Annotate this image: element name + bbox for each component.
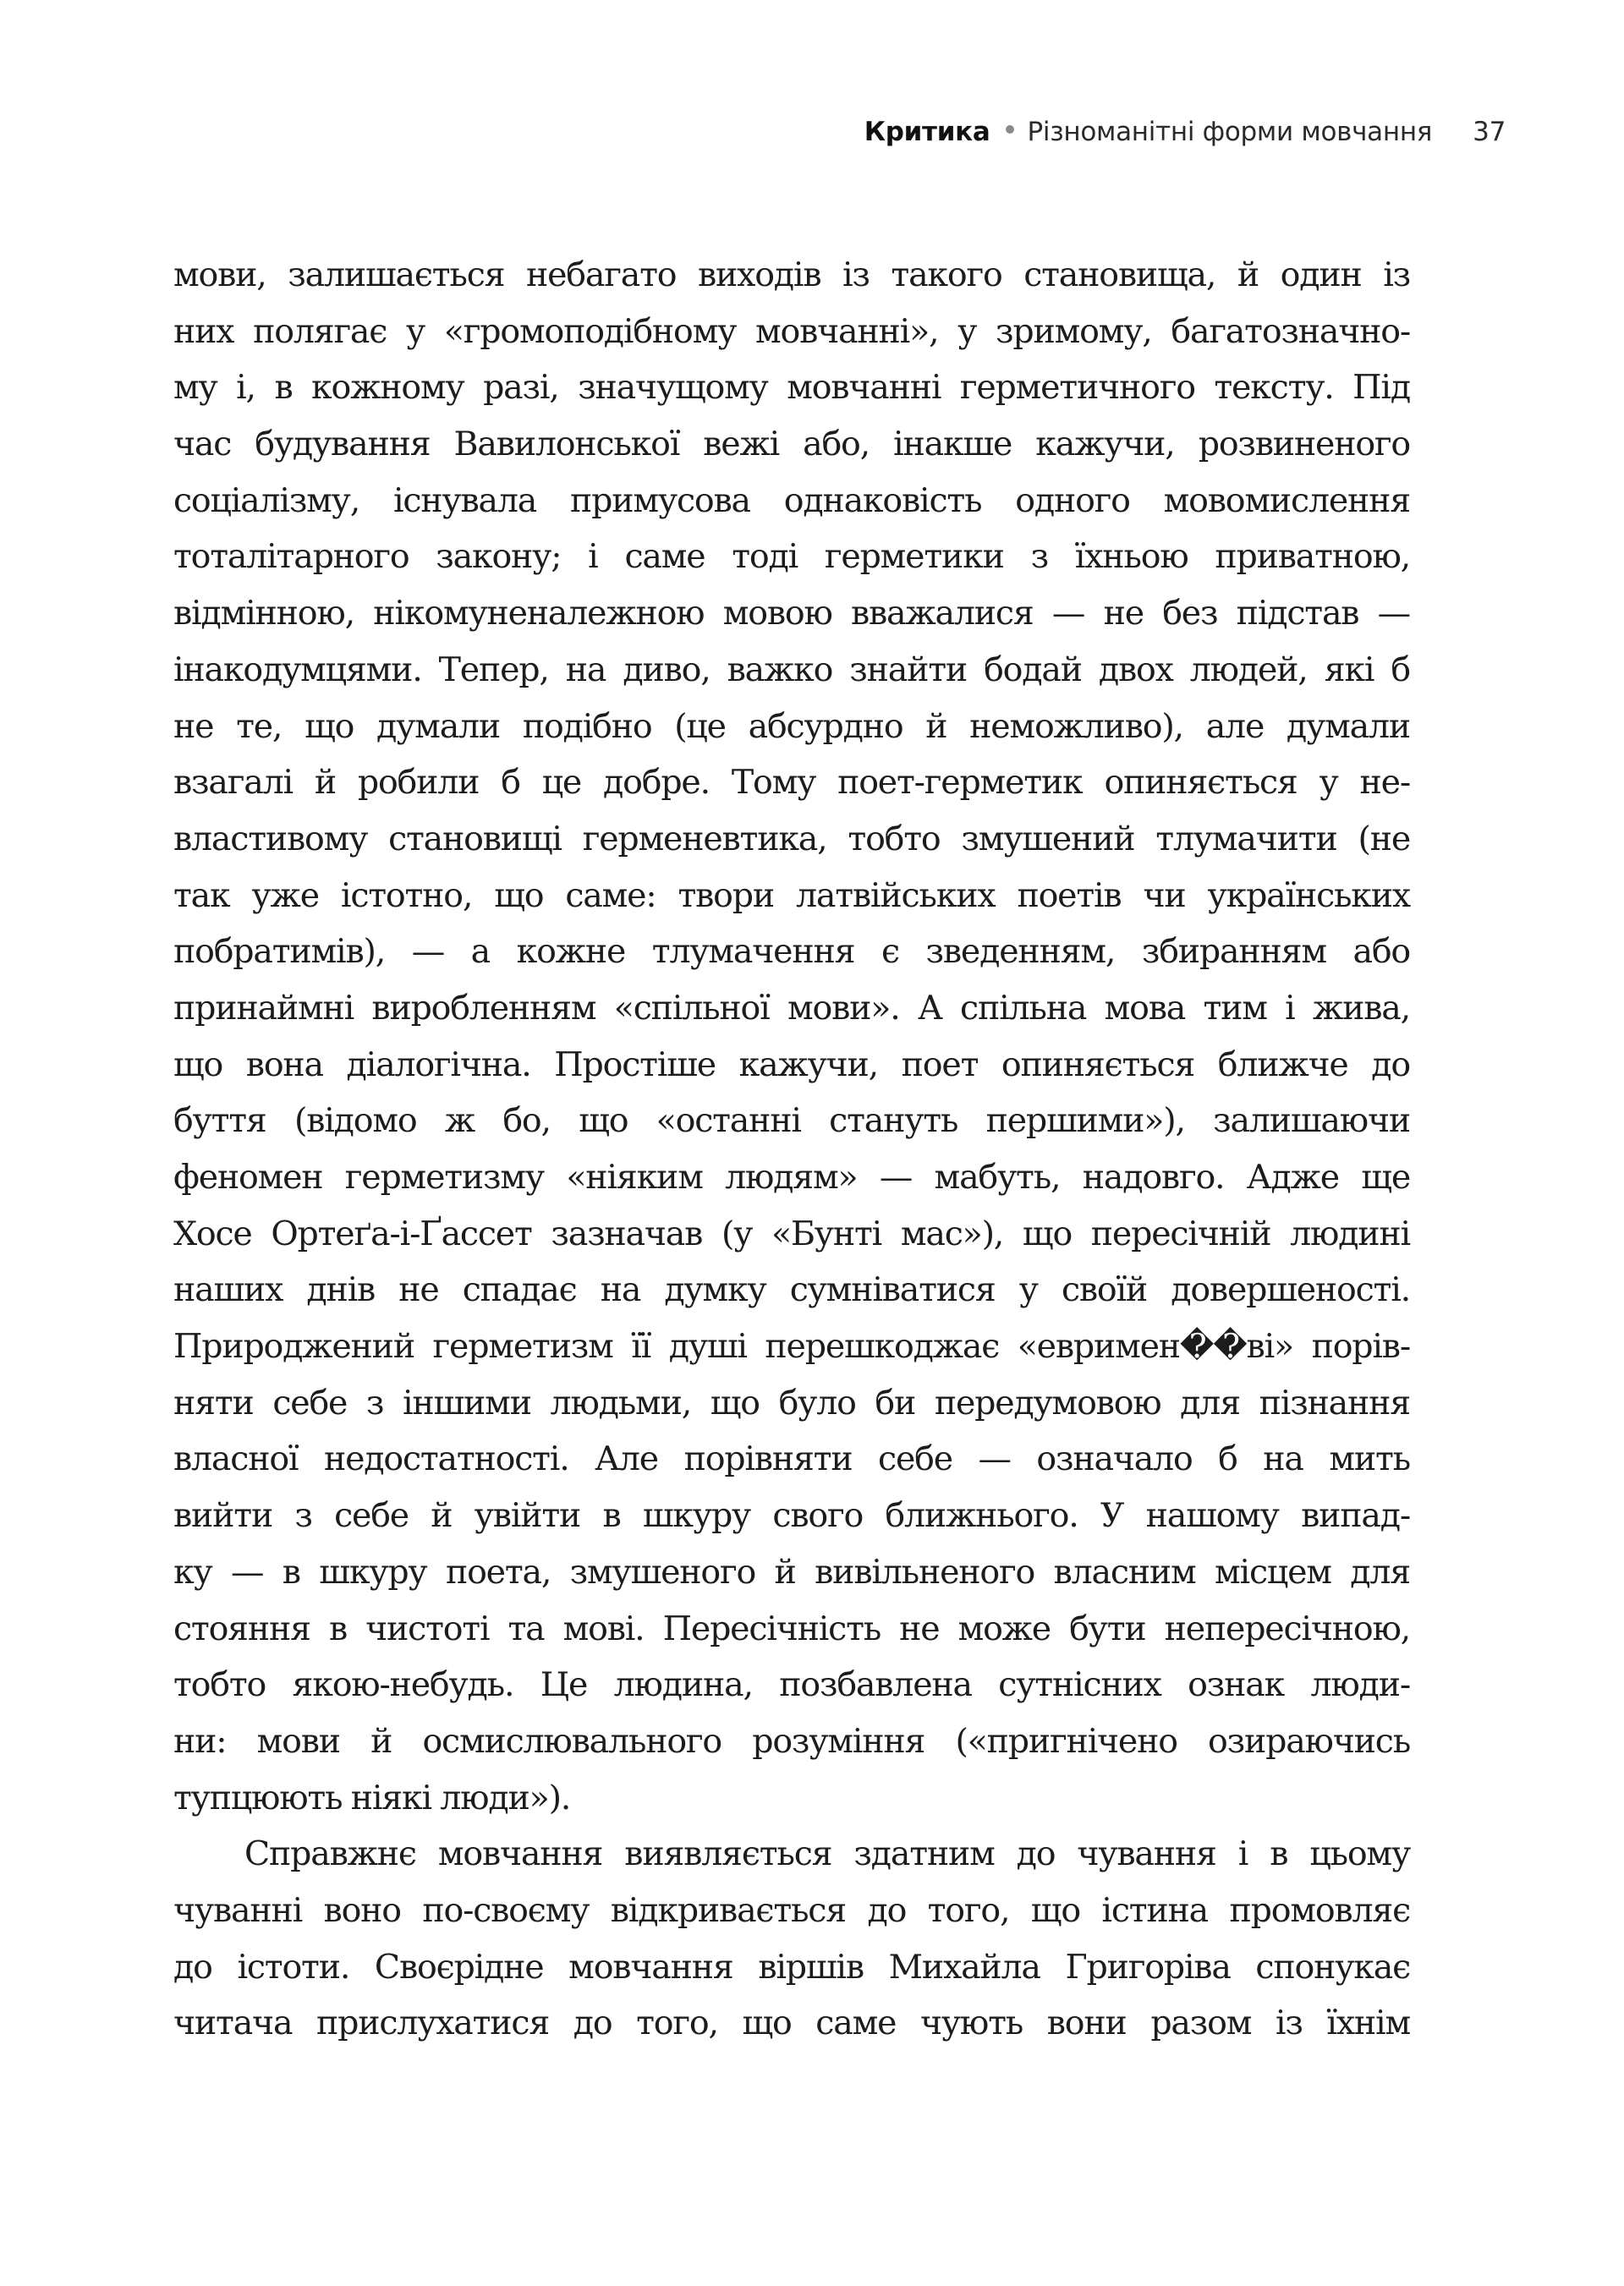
- running-head: [864, 117, 1506, 147]
- text-line: власної недостатності. Але порівняти себе — означало б на мить: [173, 1439, 1410, 1479]
- text-line: вийти з себе й увійти в шкуру свого ближнього. У нашому випад-: [173, 1496, 1410, 1536]
- text-line: стояння в чистоті та мові. Пересічність не може бути непересічною,: [173, 1609, 1410, 1648]
- text-line: тупцюють ніякі люди»).: [173, 1778, 571, 1817]
- text-line: мови, залишається небагато виходів із такого становища, й один із: [173, 255, 1410, 294]
- text-line: тобто якою-небудь. Це людина, позбавлена сутнісних ознак люди-: [173, 1665, 1410, 1705]
- text-line: що вона діалогічна. Простіше кажучи, поет опиняється ближче до: [173, 1044, 1410, 1084]
- text-line: час будування Вавилонської вежі або, інакше кажучи, розвиненого: [173, 425, 1410, 464]
- text-line: Справжнє мовчання виявляється здатним до чування і в цьому: [244, 1834, 1410, 1874]
- text-line: наших днів не спадає на думку сумніватися у своїй довершеності.: [173, 1270, 1410, 1310]
- text-line: соціалізму, існувала примусова однаковість одного мовомислення: [173, 480, 1410, 520]
- text-line: тоталітарного закону; і саме тоді герметики з їхньою приватною,: [173, 537, 1410, 577]
- paragraph: [173, 1826, 1410, 2052]
- text-line: му і, в кожному разі, значущому мовчанні герметичного тексту. Під: [173, 368, 1410, 408]
- text-line: не те, що думали подібно (це абсурдно й неможливо), але думали: [173, 706, 1410, 746]
- chapter-title: Різноманітні форми мовчання: [1027, 117, 1433, 147]
- text-line: до істоти. Своєрідне мовчання віршів Михайла Григоріва спонукає: [173, 1947, 1410, 1987]
- text-line: побратимів), — а кожне тлумачення є зведенням, збиранням або: [173, 932, 1410, 972]
- paragraph: [173, 247, 1410, 1826]
- page-number: 37: [1473, 117, 1506, 147]
- text-line: них полягає у «громоподібному мовчанні», у зримому, багатозначно-: [173, 311, 1410, 351]
- text-line: Природжений герметизм її душі перешкоджає «евримен��ві» порів-: [173, 1327, 1410, 1367]
- text-line: Хосе Ортеґа-і-Ґассет зазначав (у «Бунті мас»), що пересічній людині: [173, 1214, 1410, 1253]
- text-line: ку — в шкуру поета, змушеного й вивільненого власним місцем для: [173, 1552, 1410, 1592]
- text-line: взагалі й робили б це добре. Тому поет-герметик опиняється у не-: [173, 763, 1410, 803]
- text-line: чуванні воно по-своєму відкривається до того, що істина промовляє: [173, 1890, 1410, 1930]
- section-title: Критика: [864, 117, 990, 147]
- bullet-separator-icon: [1006, 125, 1014, 134]
- text-line: няти себе з іншими людьми, що було би передумовою для пізнання: [173, 1383, 1410, 1423]
- body-text: [173, 247, 1410, 2052]
- text-line: відмінною, нікомуненалежною мовою вважалися — не без підстав —: [173, 594, 1410, 633]
- text-line: інакодумцями. Тепер, на диво, важко знайти бодай двох людей, які б: [173, 650, 1410, 689]
- text-line: властивому становищі герменевтика, тобто змушений тлумачити (не: [173, 819, 1410, 858]
- text-line: принаймні виробленням «спільної мови». А спільна мова тим і жива,: [173, 988, 1410, 1028]
- text-line: феномен герметизму «ніяким людям» — мабуть, надовго. Адже ще: [173, 1158, 1410, 1197]
- text-line: ни: мови й осмислювального розуміння («пригнічено озираючись: [173, 1721, 1410, 1761]
- text-line: буття (відомо ж бо, що «останні стануть першими»), залишаючи: [173, 1101, 1410, 1141]
- text-line: читача прислухатися до того, що саме чують вони разом із їхнім: [173, 2004, 1410, 2043]
- text-line: так уже істотно, що саме: твори латвійських поетів чи українських: [173, 875, 1410, 915]
